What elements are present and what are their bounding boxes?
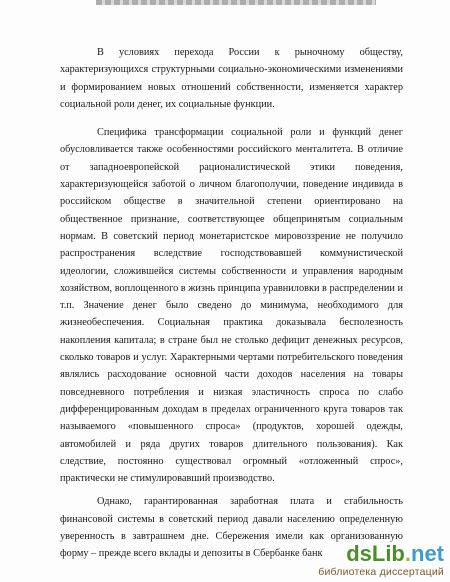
top-scan-artifact [96,0,376,5]
watermark-logo: dsLib.net [346,540,444,566]
document-body [60,44,403,563]
paragraph: Специфика трансформации социальной роли и функций денег обусловливается также особенностями российского менталитета. В отличие от западноевропейской рационалистической этики поведения, характеризующейся заботой о личном благополучии, поведение индивида в российском обществе в значительной степени ориентировано на общественное признание, соответствующее общепринятым социальным нормам. В советский период монетаристское мировоззрение не получило распространения вследствие господствовавшей коммунистической идеологии, сложившейся системы собственности и управления народным хозяйством, воплощенного в жизнь принципа уравниловки в распределении и т.п. Значение денег было сведено до минимума, необходимого для жизнеобеспечения. Социальная практика доказывала бесполезность накопления капитала; в стране был не столько дефицит денежных ресурсов, сколько товаров и услуг. Характерными чертами потребительского поведения являлись расходование основной части доходов населения на товары повседневного потребления и низкая эластичность спроса по слабо дифференцированным доходам в пределах ограниченного круга товаров так называемого «повышенного спроса» (продуктов, хорошей одежды, автомобилей и ряда других товаров длительного пользования). Как следствие, постоянно существовал огромный «отложенный спрос», практически не стимулировавший производство. [60,127,403,485]
watermark [318,540,444,578]
paragraph: В условиях перехода России к рыночному обществу, характеризующихся структурными социально-экономическими изменениями и формированием новых отношений собственности, изменяется характер социальной роли денег, их социальные функции. [60,47,403,110]
paragraph: Однако, гарантированная заработная плата и стабильность финансовой системы в советский период давали населению определенную уверенность в завтрашнем дне. Сбережения имели как организованную форму – прежде всего вклады и депозиты в Сбербанке банк [60,496,403,560]
watermark-subtitle: библиотека диссертаций [318,565,444,578]
